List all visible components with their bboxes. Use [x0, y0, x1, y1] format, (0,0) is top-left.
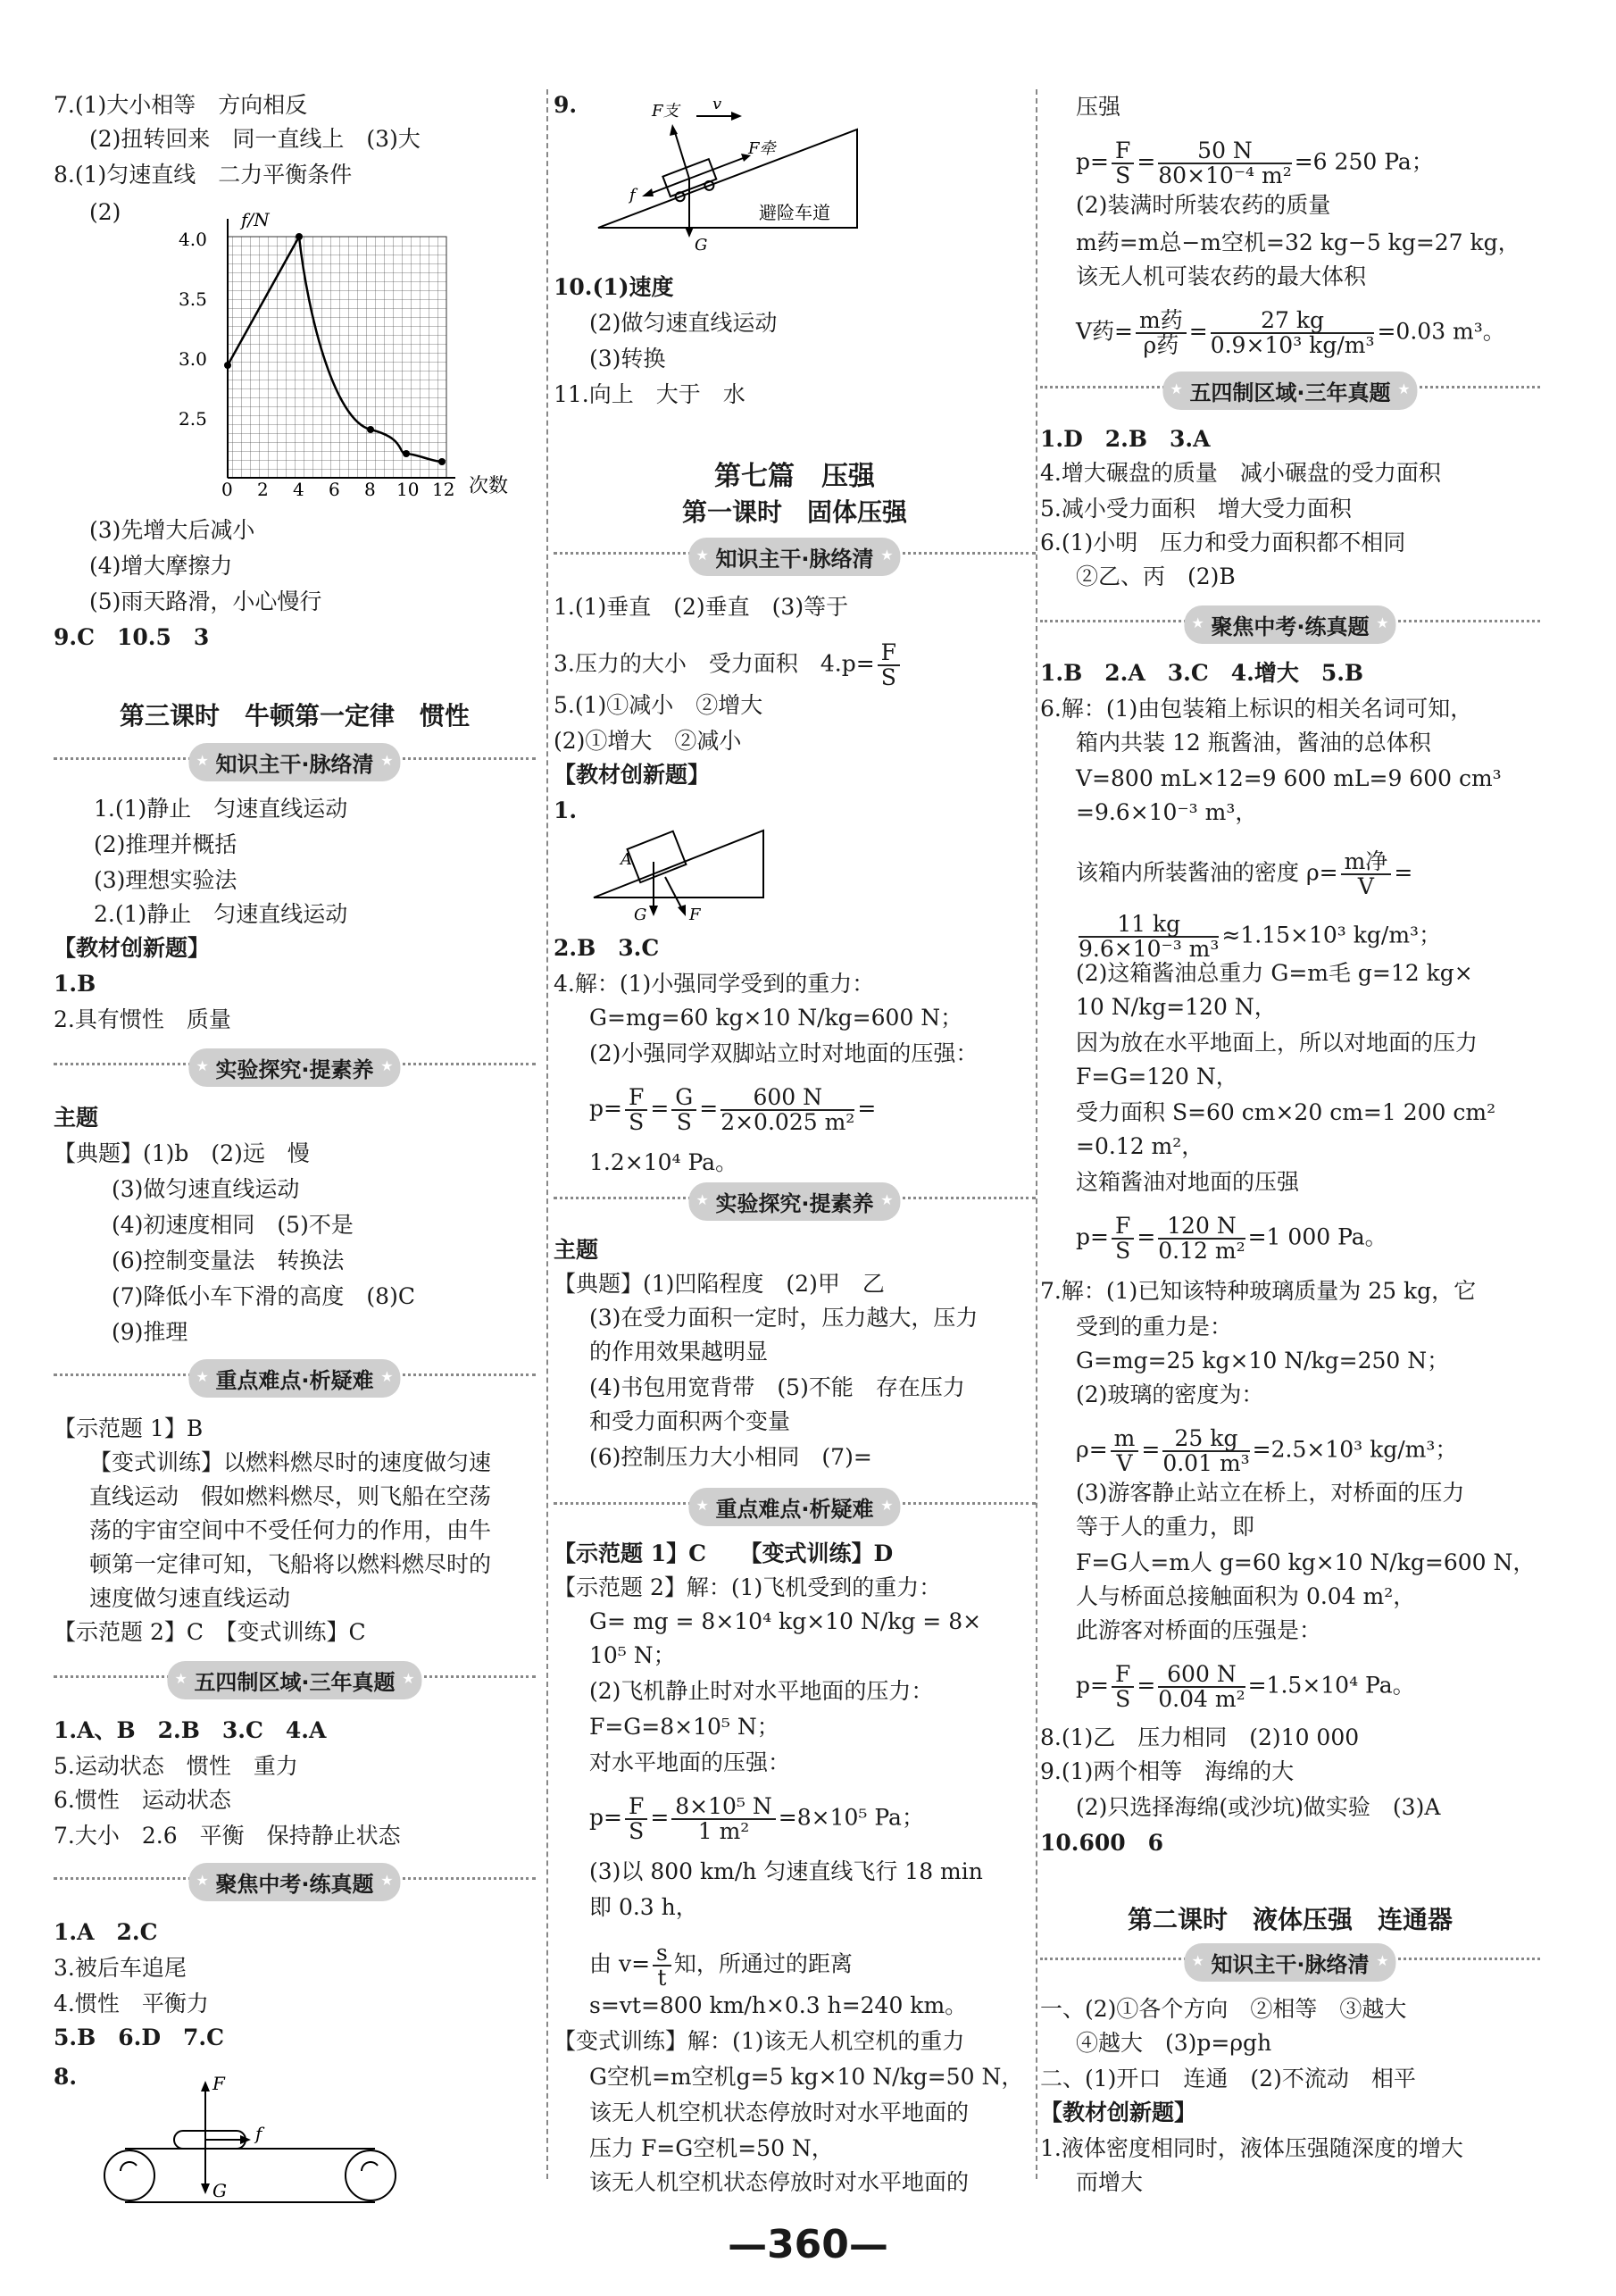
fraction [1111, 1427, 1139, 1475]
answer-line: 10⁵ N； [589, 1642, 676, 1668]
formula-text: 由 v= [589, 1950, 651, 1977]
banner-label: ★ 重点难点·析疑难 ★ [688, 1488, 900, 1526]
answer-line: (2)飞机静止时对水平地面的压力： [589, 1678, 934, 1704]
numerator: F [625, 1795, 647, 1820]
fraction [1112, 1663, 1134, 1711]
answer-line: (4)初速度相同 (5)不是 [112, 1212, 354, 1238]
answer-line: G= mg = 8×10⁴ kg×10 N/kg = 8× [589, 1608, 982, 1634]
graph-data-point [438, 458, 446, 465]
answer-line: 1.D 2.B 3.A [1040, 426, 1211, 452]
section-banner [54, 1657, 536, 1702]
answer-line: 速度做匀速直线运动 [89, 1585, 291, 1611]
denominator: 80×10⁻⁴ m² [1158, 163, 1292, 188]
answer-line: 对水平地面的压强： [589, 1749, 791, 1775]
numerator: 25 kg [1162, 1427, 1249, 1452]
section-banner [54, 1859, 536, 1904]
answer-line: 因为放在水平地面上，所以对地面的压力 [1076, 1030, 1479, 1056]
answer-line: 3.被后车追尾 [54, 1955, 187, 1981]
formula-text: p= [1076, 1223, 1109, 1250]
answer-line: 1.B 2.A 3.C 4.增大 5.B [1040, 660, 1364, 686]
label-F-support: F支 [652, 102, 679, 121]
label-G: G [695, 236, 708, 255]
numerator: 600 N [1158, 1663, 1245, 1688]
numerator: m [1111, 1427, 1139, 1452]
answer-line: (3)做匀速直线运动 [112, 1176, 300, 1202]
formula-text: = [857, 1095, 877, 1122]
banner-label: ★ 知识主干·脉络清 ★ [688, 538, 900, 576]
formula-text: = [1137, 1672, 1156, 1699]
numerator: F [878, 641, 900, 666]
denominator: S [1115, 1238, 1131, 1264]
rotate-icon [121, 2162, 137, 2171]
denominator: S [1115, 163, 1131, 188]
answer-line: 1. [554, 797, 578, 823]
answer-line: (2)玻璃的密度为： [1076, 1382, 1264, 1407]
fraction [1162, 1427, 1249, 1475]
answer-line: 和受力面积两个变量 [589, 1408, 791, 1434]
answer-line: 7.解：(1)已知该特种玻璃质量为 25 kg，它 [1040, 1278, 1477, 1304]
denominator: ρ药 [1143, 332, 1179, 358]
column-divider [546, 89, 548, 2179]
answer-line: 2.(1)静止 匀速直线运动 [94, 901, 348, 927]
answer-line: (3)先增大后减小 [89, 517, 255, 543]
answer-line: 【示范题 2】解：(1)飞机受到的重力： [554, 1574, 942, 1600]
numerator: G [671, 1086, 696, 1111]
truck [662, 159, 719, 204]
formula-text: = [650, 1095, 670, 1122]
fraction [671, 1086, 696, 1134]
answer-line: (4)书包用宽背带 (5)不能 存在压力 [589, 1374, 965, 1400]
section-banner [1040, 1940, 1540, 1984]
denominator: S [880, 664, 896, 690]
answer-line: 4.增大碾盘的质量 减小碾盘的受力面积 [1040, 460, 1441, 486]
label-G: G [634, 906, 647, 924]
answer-line: 10.(1)速度 [554, 274, 674, 300]
label-f: f [629, 186, 636, 205]
x-tick-label: 8 [364, 479, 376, 500]
numerator: s [653, 1941, 671, 1966]
denominator: V [1116, 1450, 1133, 1476]
formula-text: ρ= [1076, 1436, 1108, 1463]
conveyor-belt-figure [89, 2059, 429, 2211]
answer-line: (2)装满时所装农药的质量 [1076, 192, 1331, 218]
x-tick-label: 12 [432, 479, 455, 500]
answer-line: 【示范题 1】B [54, 1415, 204, 1441]
formula-line [589, 1941, 853, 1990]
banner-label: ★ 知识主干·脉络清 ★ [1184, 1943, 1395, 1982]
answer-line: 1.B [54, 971, 96, 997]
answer-line: (2) [89, 199, 121, 225]
y-tick-label: 3.0 [179, 348, 207, 370]
formula-text: = [1141, 1436, 1161, 1463]
answer-line: 1.2×10⁴ Pa。 [589, 1149, 738, 1175]
numerator: m药 [1136, 309, 1187, 334]
answer-line: 2.具有惯性 质量 [54, 1006, 231, 1032]
arrow-head [649, 906, 658, 916]
answer-line: 【示范题 2】C 【变式训练】C [54, 1619, 366, 1645]
answer-line: 即 0.3 h， [589, 1894, 698, 1920]
x-tick-label: 4 [293, 479, 304, 500]
answer-line: (3)以 800 km/h 匀速直线飞行 18 min [589, 1858, 983, 1884]
lesson-title: 第一课时 固体压强 [681, 497, 907, 527]
answer-line: F=G=120 N， [1076, 1064, 1238, 1090]
graph-grid [228, 237, 446, 478]
x-tick-label: 10 [396, 479, 420, 500]
answer-line: G空机=m空机g=5 kg×10 N/kg=50 N， [589, 2064, 1024, 2090]
answer-line: 7.(1)大小相等 方向相反 [54, 92, 308, 118]
numerator: F [1112, 1663, 1134, 1688]
banner-label: ★ 聚焦中考·练真题 ★ [188, 1863, 400, 1901]
answer-line: 4.惯性 平衡力 [54, 1991, 209, 2016]
section-banner [554, 1179, 1036, 1223]
answer-line: 5.减小受力面积 增大受力面积 [1040, 496, 1352, 522]
numerator: 8×10⁵ N [671, 1795, 776, 1820]
incline-escape-lane-figure [589, 89, 875, 259]
banner-label: ★ 五四制区域·三年真题 ★ [1162, 372, 1417, 410]
answer-line: 6.惯性 运动状态 [54, 1787, 231, 1813]
answer-line: 10 N/kg=120 N， [1076, 994, 1277, 1020]
fraction [1341, 850, 1392, 898]
answer-line: (2)这箱酱油总重力 G=m毛 g=12 kg× [1076, 960, 1473, 986]
block [628, 831, 687, 882]
fraction [1112, 139, 1134, 188]
answer-line: =0.12 m²， [1076, 1133, 1204, 1159]
answer-line: m药=m总−m空机=32 kg−5 kg=27 kg， [1076, 230, 1520, 255]
answer-line: (2)只选择海绵(或沙坑)做实验 (3)A [1076, 1794, 1441, 1820]
section-label: 【教材创新题】 [1040, 2100, 1197, 2125]
numerator: 11 kg [1079, 913, 1219, 938]
label-v: v [712, 95, 722, 113]
answer-line: 1.A、B 2.B 3.C 4.A [54, 1717, 327, 1743]
answer-line: 这箱酱油对地面的压强 [1076, 1169, 1300, 1195]
graph-data-point [367, 426, 374, 433]
answer-line [554, 641, 903, 689]
answer-line: 4.解：(1)小强同学受到的重力： [554, 971, 875, 997]
answer-line: ④越大 (3)p=ρgh [1076, 2030, 1272, 2056]
arrow-head [678, 905, 686, 916]
answer-line: (2)①增大 ②减小 [554, 728, 742, 754]
chapter-title: 第七篇 压强 [714, 461, 875, 492]
denominator: S [629, 1818, 645, 1844]
denominator: S [676, 1109, 692, 1135]
denominator: 0.04 m² [1158, 1686, 1245, 1712]
arrow-head [201, 2081, 210, 2091]
formula-line [1076, 309, 1505, 357]
numerator: F [1112, 139, 1134, 164]
formula-text: V药= [1076, 318, 1134, 345]
fraction [1158, 1215, 1245, 1263]
denominator: S [1115, 1686, 1131, 1712]
answer-line: 二、(1)开口 连通 (2)不流动 相平 [1040, 2066, 1416, 2091]
denominator: 1 m² [697, 1818, 750, 1844]
answer-line: 压力 F=G空机=50 N， [589, 2135, 834, 2161]
section-banner [1040, 602, 1540, 647]
answer-line: 人与桥面总接触面积为 0.04 m²， [1076, 1583, 1416, 1609]
banner-label: ★ 知识主干·脉络清 ★ [188, 743, 400, 781]
numerator: F [1112, 1215, 1134, 1240]
answer-line: 9.C 10.5 3 [54, 624, 210, 650]
answer-line: 5.运动状态 惯性 重力 [54, 1753, 298, 1779]
formula-text: ≈1.15×10³ kg/m³； [1221, 922, 1442, 948]
formula-line [1076, 1215, 1387, 1263]
graph-data-point [224, 362, 231, 369]
formula-text: p= [1076, 148, 1109, 175]
x-tick-label: 6 [329, 479, 340, 500]
answer-line: F=G人=m人 g=60 kg×10 N/kg=600 N， [1076, 1549, 1536, 1575]
section-banner [54, 1045, 536, 1090]
fraction [1136, 309, 1187, 357]
answer-line: 等于人的重力，即 [1076, 1514, 1255, 1540]
fraction [625, 1086, 647, 1134]
arrow-head [642, 188, 654, 196]
label-F: F [689, 906, 701, 924]
answer-line: 的作用效果越明显 [589, 1339, 769, 1365]
x-tick-label: 0 [221, 479, 233, 500]
incline [594, 831, 763, 898]
answer-line: 8. [54, 2064, 78, 2090]
answer-line: 【变式训练】解：(1)该无人机空机的重力 [554, 2028, 965, 2054]
answer-line: 1.A 2.C [54, 1919, 158, 1945]
denominator: 0.9×10³ kg/m³ [1210, 332, 1375, 358]
label-G: G [212, 2180, 227, 2201]
section-banner [554, 1484, 1036, 1529]
arrow-head [201, 2183, 210, 2194]
answer-line: 该无人机可装农药的最大体积 [1076, 263, 1367, 289]
y-tick-label: 4.0 [179, 229, 207, 250]
answer-line: (2)做匀速直线运动 [589, 310, 778, 336]
answer-line: (3)游客静止站立在桥上，对桥面的压力 [1076, 1480, 1465, 1506]
label-F-traction: F牵 [748, 139, 776, 158]
answer-line: s=vt=800 km/h×0.3 h=240 km。 [589, 1992, 968, 2018]
answer-line: 5.B 6.D 7.C [54, 2025, 225, 2050]
fraction [653, 1941, 671, 1990]
arrow-head [731, 112, 742, 121]
banner-label: ★ 五四制区域·三年真题 ★ [167, 1661, 421, 1699]
answer-line: 6.(1)小明 压力和受力面积都不相同 [1040, 530, 1406, 555]
numerator: 120 N [1158, 1215, 1245, 1240]
pulley-left [104, 2150, 154, 2200]
formula-text: =6 250 Pa； [1294, 148, 1434, 175]
answer-line: 【示范题 1】C 【变式训练】D [554, 1540, 894, 1566]
formula-text: = [1394, 859, 1413, 886]
answer-line: 一、(2)①各个方向 ②相等 ③越大 [1040, 1996, 1407, 2022]
formula-text: 知，所通过的距离 [673, 1950, 853, 1977]
fraction [1112, 1215, 1134, 1263]
numerator: 600 N [721, 1086, 854, 1111]
banner-label: ★ 重点难点·析疑难 ★ [188, 1359, 400, 1398]
answer-line: 【变式训练】以燃料燃尽时的速度做匀速 [89, 1449, 492, 1475]
answer-line: 该无人机空机状态停放时对水平地面的 [589, 2169, 970, 2195]
answer-line: 直线运动 假如燃料燃尽，则飞船在空荡 [89, 1483, 492, 1509]
answer-line: (6)控制压力大小相同 (7)= [589, 1444, 872, 1470]
formula-line [1076, 1663, 1415, 1711]
formula-text: p= [1076, 1672, 1109, 1699]
arrow-head [670, 124, 678, 136]
formula-line [1076, 913, 1441, 961]
numerator: 27 kg [1211, 309, 1375, 334]
fraction [625, 1795, 647, 1843]
arrow-head [685, 227, 694, 238]
formula-text: p= [589, 1804, 622, 1831]
formula-line [1076, 1427, 1457, 1475]
answer-line: V=800 mL×12=9 600 mL=9 600 cm³ [1076, 765, 1502, 791]
section-banner [54, 1356, 536, 1400]
pressure-arrow [665, 877, 683, 911]
answer-line: 受力面积 S=60 cm×20 cm=1 200 cm² [1076, 1099, 1496, 1125]
fraction [878, 641, 900, 689]
answer-line: G=mg=60 kg×10 N/kg=600 N； [589, 1005, 963, 1031]
lesson-title: 第二课时 液体压强 连通器 [1127, 1905, 1453, 1934]
graph-data-point [403, 450, 410, 457]
answer-line: 顿第一定律可知，飞船将以燃料燃尽时的 [89, 1551, 492, 1577]
denominator: S [629, 1109, 645, 1135]
rotate-icon [362, 2162, 378, 2171]
answer-line: 【典题】(1)凹陷程度 (2)甲 乙 [554, 1271, 885, 1297]
denominator: 0.01 m³ [1162, 1450, 1250, 1476]
formula-line [589, 1086, 876, 1134]
answer-line: 【典题】(1)b (2)远 慢 [54, 1140, 310, 1166]
answer-line: 11.向上 大于 水 [554, 381, 746, 407]
fraction [1211, 309, 1375, 357]
friction-graph [116, 201, 536, 505]
answer-line: (2)小强同学双脚站立时对地面的压强： [589, 1040, 979, 1066]
y-tick-label: 3.5 [179, 288, 207, 310]
fraction [1079, 913, 1219, 961]
denominator: 9.6×10⁻³ m³ [1079, 936, 1220, 962]
fraction [721, 1086, 854, 1134]
lesson-title: 第三课时 牛顿第一定律 惯性 [119, 701, 470, 731]
formula-text: =1 000 Pa。 [1247, 1223, 1387, 1250]
answer-line: 1.(1)静止 匀速直线运动 [94, 796, 348, 822]
banner-label: ★ 实验探究·提素养 ★ [688, 1182, 900, 1221]
denominator: V [1357, 873, 1374, 899]
formula-text: 该箱内所装酱油的密度 ρ= [1076, 859, 1338, 886]
section-banner [554, 534, 1036, 579]
formula-text: p= [589, 1095, 622, 1122]
label-f: f [255, 2123, 262, 2144]
answer-line: 箱内共装 12 瓶酱油，酱油的总体积 [1076, 730, 1431, 756]
answer-line: 1.(1)垂直 (2)垂直 (3)等于 [554, 594, 849, 620]
answer-line: ②乙、丙 (2)B [1076, 564, 1236, 589]
answer-line: 该无人机空机状态停放时对水平地面的 [589, 2100, 970, 2125]
graph-x-label: 次数 [469, 475, 509, 497]
answer-line: (6)控制变量法 转换法 [112, 1248, 345, 1273]
answer-line: 6.解：(1)由包装箱上标识的相关名词可知， [1040, 696, 1473, 722]
fraction [1158, 1663, 1245, 1711]
answer-line: 1.液体密度相同时，液体压强随深度的增大 [1040, 2135, 1463, 2161]
answer-line: 荡的宇宙空间中不受任何力的作用，由牛 [89, 1517, 492, 1543]
answer-line: 8.(1)匀速直线 二力平衡条件 [54, 162, 353, 188]
answer-line: G=mg=25 kg×10 N/kg=250 N； [1076, 1348, 1450, 1373]
fraction [1158, 139, 1291, 188]
answer-line: (2)扭转回来 同一直线上 (3)大 [89, 126, 421, 152]
answer-line: =9.6×10⁻³ m³， [1076, 799, 1258, 825]
answer-line: F=G=8×10⁵ N； [589, 1714, 779, 1740]
answer-line: (2)推理并概括 [94, 831, 237, 857]
formula-text: = [650, 1804, 670, 1831]
section-label: 主题 [54, 1105, 99, 1131]
answer-line: 9.(1)两个相等 海绵的大 [1040, 1758, 1295, 1784]
answer-line: 8.(1)乙 压力相同 (2)10 000 [1040, 1724, 1360, 1750]
formula-text: = [1137, 148, 1156, 175]
banner-label: ★ 实验探究·提素养 ★ [188, 1048, 400, 1087]
section-label: 【教材创新题】 [554, 762, 711, 788]
answer-line: (3)理想实验法 [94, 867, 237, 893]
formula-line [589, 1795, 924, 1843]
answer-line: (3)在受力面积一定时，压力越大，压力 [589, 1305, 979, 1331]
answer-line: 2.B 3.C [554, 935, 660, 961]
answer-line: 而增大 [1076, 2169, 1144, 2195]
x-tick-label: 2 [257, 479, 269, 500]
answer-line: 7.大小 2.6 平衡 保持静止状态 [54, 1823, 401, 1849]
formula-line [1076, 850, 1412, 898]
answer-line: 受到的重力是： [1076, 1314, 1233, 1340]
numerator: m净 [1341, 850, 1392, 875]
formula-text: = [699, 1095, 719, 1122]
formula-line [1076, 139, 1434, 188]
numerator: F [625, 1086, 647, 1111]
fraction [671, 1795, 776, 1843]
denominator: t [657, 1965, 667, 1991]
answer-line: 9. [554, 92, 578, 118]
page-number: —360— [728, 2222, 888, 2267]
answer-line: (3)转换 [589, 346, 666, 372]
answer-line: 10.600 6 [1040, 1830, 1164, 1856]
formula-text: = [1137, 1223, 1156, 1250]
graph-data-point [296, 233, 303, 240]
answer-text: 3.压力的大小 受力面积 4.p= [554, 650, 875, 677]
denominator: 0.12 m² [1158, 1238, 1245, 1264]
answer-line: (4)增大摩擦力 [89, 553, 233, 579]
section-banner [54, 739, 536, 784]
formula-text: = [1188, 318, 1208, 345]
section-label: 【教材创新题】 [54, 935, 211, 961]
denominator: 2×0.025 m² [721, 1109, 855, 1135]
formula-text: =2.5×10³ kg/m³； [1252, 1436, 1458, 1463]
answer-line: 压强 [1076, 94, 1121, 120]
answer-line: 此游客对桥面的压强是： [1076, 1617, 1322, 1643]
answer-line: (5)雨天路滑，小心慢行 [89, 589, 322, 614]
answer-line: 5.(1)①减小 ②增大 [554, 692, 763, 718]
graph-y-label: f/N [241, 209, 270, 230]
section-label: 主题 [554, 1237, 599, 1263]
pulley-right [346, 2150, 396, 2200]
formula-text: =8×10⁵ Pa； [778, 1804, 924, 1831]
numerator: 50 N [1158, 139, 1291, 164]
banner-label: ★ 聚焦中考·练真题 ★ [1184, 605, 1395, 644]
incline-block-figure [589, 795, 804, 929]
label-escape-lane: 避险车道 [759, 202, 830, 223]
y-tick-label: 2.5 [179, 408, 207, 430]
section-banner [1040, 368, 1540, 413]
formula-text: =0.03 m³。 [1377, 318, 1505, 345]
label-A: A [621, 850, 632, 869]
column-divider [1036, 89, 1037, 2179]
answer-line: (9)推理 [112, 1319, 188, 1345]
label-F: F [212, 2073, 225, 2094]
formula-text: =1.5×10⁴ Pa。 [1247, 1672, 1415, 1699]
answer-line: (7)降低小车下滑的高度 (8)C [112, 1283, 415, 1309]
